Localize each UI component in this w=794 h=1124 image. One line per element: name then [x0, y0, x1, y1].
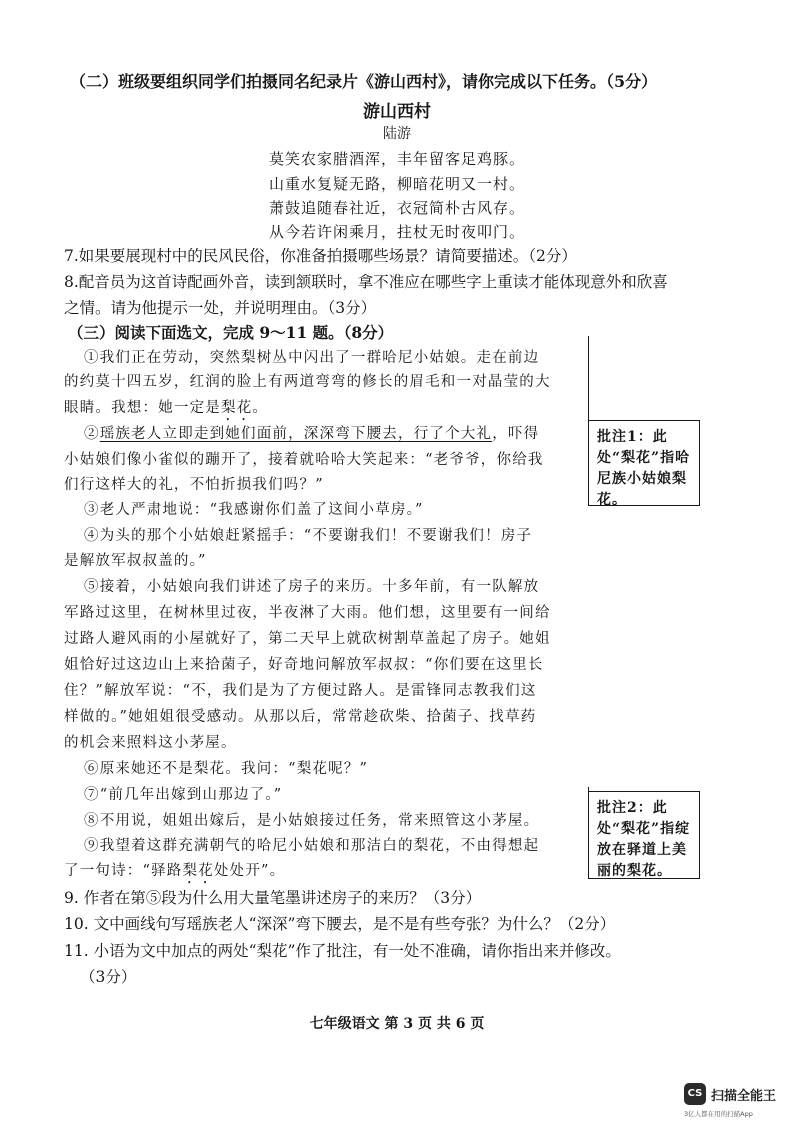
annotation-2-box: 批注2：此处“梨花”指绽放在驿道上美丽的梨花。	[588, 791, 700, 879]
question-8-line-1: 8.配音员为这首诗配画外音，读到颔联时，拿不准应在哪些字上重读才能体现意外和欣喜	[64, 273, 668, 291]
paragraph-4-line-2: 是解放军叔叔盖的。”	[64, 553, 207, 569]
watermark-app-name: 扫描全能王	[711, 1089, 777, 1104]
paragraph-5-line-3: 过路人避风雨的小屋就好了，第二天早上就砍树割草盖起了房子。她姐	[64, 631, 551, 647]
paragraph-4-line-1: ④为头的那个小姑娘赶紧摇手：“不要谢我们！不要谢我们！房子	[84, 528, 533, 544]
scanner-watermark	[684, 1083, 790, 1119]
watermark-tagline: 3亿人都在用的扫描App	[684, 1110, 753, 1118]
section2-heading: （二）班级要组织同学们拍摄同名纪录片《游山西村》，请你完成以下任务。（5分）	[70, 72, 658, 91]
underlined-sentence: 瑶族老人立即走到她们面前，深深弯下腰去，行了个大礼	[99, 426, 493, 442]
paragraph-5-line-7: 的机会来照料这小茅屋。	[64, 735, 237, 751]
paragraph-2-rest: ，吓得	[492, 426, 540, 442]
poem-title: 游山西村	[363, 102, 431, 122]
paragraph-1-end: 。	[252, 400, 269, 416]
paragraph-5-line-1: ⑤接着，小姑娘向我们讲述了房子的来历。十多年前，有一队解放	[84, 579, 540, 595]
paragraph-5-line-2: 军路过这里，在树林里过夜，半夜淋了大雨。他们想，这里要有一间给	[64, 605, 551, 621]
paragraph-1-text: 眼睛。我想：她一定是	[64, 400, 221, 416]
question-9: 9. 作者在第⑤段为什么用大量笔墨讲述房子的来历？（3分）	[64, 889, 482, 907]
paragraph-5-line-6: 样做的。”她姐姐很受感动。从那以后，常常趁砍柴、拾菌子、找草药	[64, 709, 537, 725]
paragraph-1-line-1: ①我们正在劳动，突然梨树丛中闪出了一群哈尼小姑娘。走在前边	[84, 350, 540, 366]
question-11: 11. 小语为文中加点的两处“梨花”作了批注，有一处不准确，请你指出来并修改。	[64, 942, 621, 960]
poem-line-4: 从今若许闲乘月，拄杖无时夜叩门。	[268, 223, 525, 241]
paragraph-6: ⑥原来她还不是梨花。我问：“梨花呢？”	[84, 761, 369, 777]
poem-author: 陆游	[383, 126, 411, 142]
paragraph-9-prefix: 了一句诗：“驿路	[64, 863, 183, 879]
poem-line-3: 萧鼓追随春社近，衣冠简朴古风存。	[268, 199, 525, 217]
paragraph-8: ⑧不用说，姐姐出嫁后，是小姑娘接过任务，常来照管这小茅屋。	[84, 813, 540, 829]
paragraph-9-suffix: 处处开”。	[213, 863, 286, 879]
paragraph-9-line-1: ⑨我望着这群充满朝气的哈尼小姑娘和那洁白的梨花，不由得想起	[84, 838, 540, 854]
paragraph-2-number: ②	[84, 426, 100, 442]
annotation-1-box: 批注1：此处“梨花”指哈尼族小姑娘梨花。	[588, 420, 700, 506]
poem-line-2: 山重水复疑无路，柳暗花明又一村。	[268, 175, 525, 193]
question-11-score: （3分）	[80, 968, 137, 986]
paragraph-1-line-2: 的约莫十四五岁，红润的脸上有两道弯弯的修长的眉毛和一对晶莹的大	[64, 374, 551, 390]
poem-line-1: 莫笑农家腊酒浑，丰年留客足鸡豚。	[268, 150, 525, 168]
section3-heading: （三）阅读下面选文，完成 9～11 题。（8分）	[68, 323, 394, 342]
paragraph-9-line-2	[64, 861, 285, 887]
dotted-pear-blossom-1: 梨花	[221, 400, 253, 416]
paragraph-1-line-3	[64, 398, 268, 424]
paragraph-2-line-3: 们行这样大的礼，不怕折损我们吗？”	[64, 477, 324, 493]
camscanner-logo-icon: CS	[684, 1083, 706, 1105]
question-10: 10. 文中画线句写瑶族老人“深深”弯下腰去，是不是有些夸张？为什么？（2分）	[64, 915, 616, 933]
paragraph-2-line-2: 小姑娘们像小雀似的蹦开了，接着就哈哈大笑起来：“老爷爷，你给我	[64, 452, 544, 468]
question-7: 7.如果要展现村中的民风民俗，你准备拍摄哪些场景？请简要描述。（2分）	[64, 247, 577, 265]
paragraph-3: ③老人严肃地说：“我感谢你们盖了这间小草房。”	[84, 502, 424, 518]
dotted-pear-blossom-2: 梨花	[182, 863, 214, 879]
page-footer: 七年级语文 第 3 页 共 6 页	[309, 1016, 485, 1032]
paragraph-5-line-4: 姐恰好过这边山上来拾菌子，好奇地问解放军叔叔：“你们要在这里长	[64, 657, 544, 673]
paragraph-7: ⑦“前几年出嫁到山那边了。”	[84, 787, 283, 803]
paragraph-5-line-5: 住？”解放军说：“不，我们是为了方便过路人。是雷锋同志教我们这	[64, 683, 537, 699]
paragraph-2-line-1	[84, 424, 539, 444]
question-8-line-2: 之情。请为他提示一处，并说明理由。（3分）	[64, 299, 377, 317]
